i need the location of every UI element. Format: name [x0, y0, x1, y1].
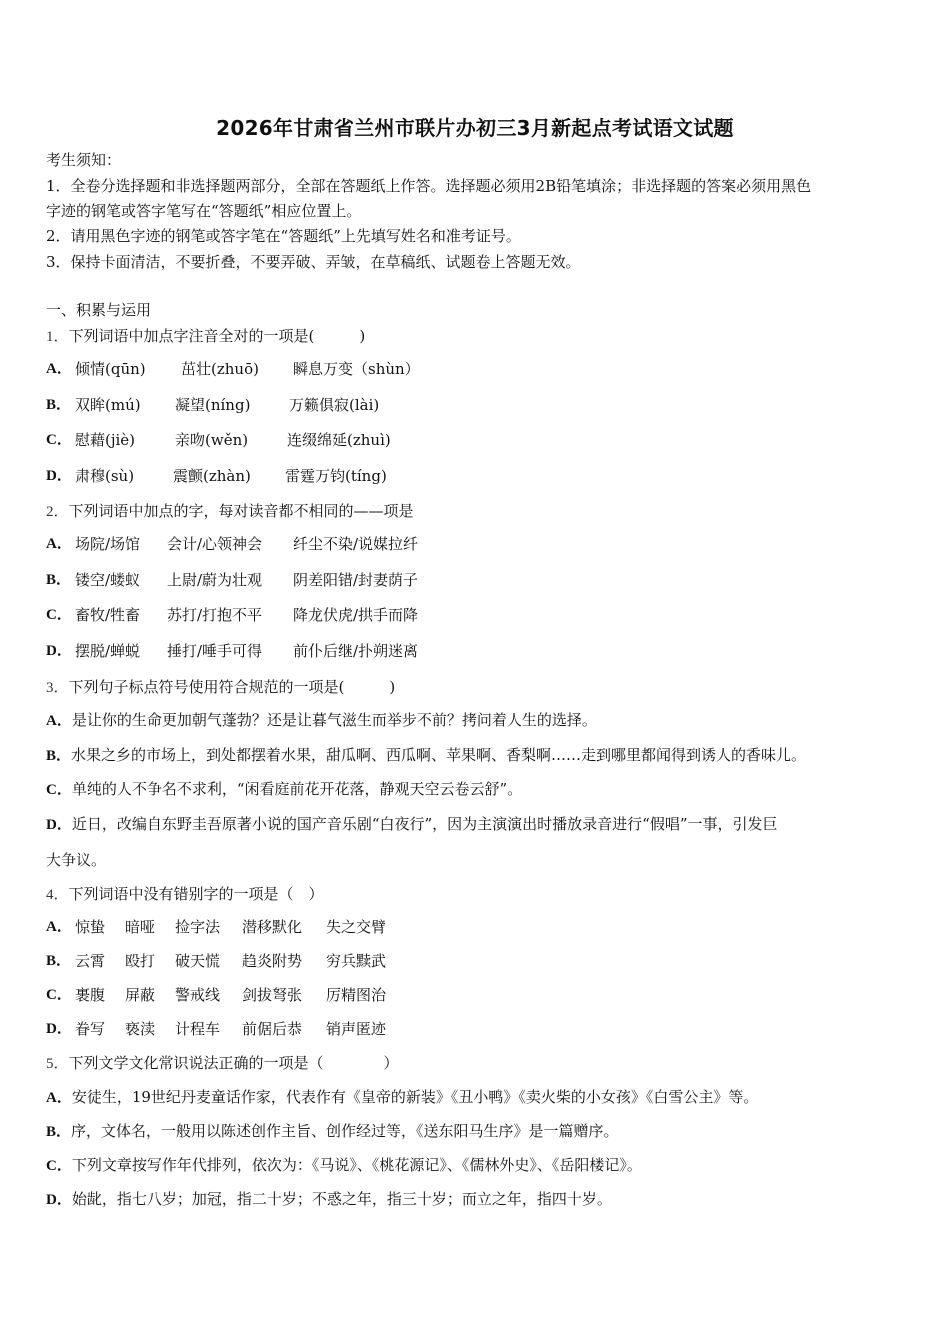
option-label: B．	[46, 953, 72, 969]
q1-number: 1．	[46, 329, 69, 345]
option-item: 双眸(mú)	[75, 396, 141, 414]
option-item: 阴差阳错/封妻荫子	[293, 571, 419, 589]
section-heading: 一、积累与运用	[46, 301, 152, 319]
option-item: 苏打/打抱不平	[167, 606, 263, 624]
option-item: 剑拔弩张	[242, 986, 303, 1004]
option-item: 上尉/蔚为壮观	[167, 571, 263, 589]
option-label: C．	[46, 607, 72, 623]
q5-option-d	[46, 1189, 612, 1210]
notice-item-2: 2．请用黑色字迹的钢笔或答字笔在“答题纸”上先填写姓名和准考证号。	[46, 227, 521, 245]
q4-number: 4．	[46, 887, 69, 903]
option-item: 雷霆万钧(tíng)	[285, 467, 387, 485]
option-item: 镂空/蝼蚁	[75, 571, 141, 589]
option-text: 下列文章按写作年代排列，依次为：《马说》、《桃花源记》、《儒林外史》、《岳阳楼记》。	[71, 1156, 642, 1174]
option-label: A．	[46, 361, 72, 377]
q2-number: 2．	[46, 504, 69, 520]
option-item: 瞬息万变（shùn）	[293, 360, 420, 378]
option-item: 前仆后继/扑朔迷离	[293, 642, 419, 660]
option-text: 单纯的人不争名不求利，“闲看庭前花开花落，静观天空云卷云舒”。	[71, 780, 523, 798]
option-item: 眷写	[75, 1020, 106, 1038]
option-label: A．	[46, 1090, 72, 1106]
q5-option-a	[46, 1087, 758, 1108]
option-item: 殴打	[125, 952, 156, 970]
option-item: 慰藉(jiè)	[75, 431, 136, 449]
q4-stem-text: 下列词语中没有错别字的一项是（ ）	[68, 885, 324, 903]
option-label: B．	[46, 748, 72, 764]
q5-option-b	[46, 1121, 619, 1142]
option-item: 连缀绵延(zhuì)	[287, 431, 391, 449]
q3-stem-text: 下列句子标点符号使用符合规范的一项是( )	[68, 678, 396, 696]
option-label: C．	[46, 1158, 72, 1174]
option-label: C．	[46, 432, 72, 448]
option-label: D．	[46, 817, 72, 833]
option-item: 亵渎	[125, 1020, 156, 1038]
option-item: 震颤(zhàn)	[173, 467, 251, 485]
option-label: D．	[46, 1192, 72, 1208]
option-text: 近日，改编自东野圭吾原著小说的国产音乐剧“白夜行”，因为主演演出时播放录音进行“假唱”一事，引发巨	[71, 815, 778, 833]
option-item: 惊蛰	[75, 918, 106, 936]
q3-option-b	[46, 745, 806, 766]
q5-stem-text: 下列文学文化常识说法正确的一项是（ ）	[68, 1054, 399, 1072]
q2-stem	[46, 501, 414, 522]
option-item: 凝望(níng)	[175, 396, 251, 414]
page-title: 2026年甘肃省兰州市联片办初三3月新起点考试语文试题	[216, 116, 734, 140]
option-item: 警戒线	[175, 986, 221, 1004]
q5-stem	[46, 1053, 399, 1074]
option-item: 倾情(qūn)	[75, 360, 146, 378]
option-label: D．	[46, 1021, 72, 1037]
option-label: C．	[46, 987, 72, 1003]
option-item: 销声匿迹	[326, 1020, 387, 1038]
q5-option-c	[46, 1155, 642, 1176]
option-item: 计程车	[175, 1020, 221, 1038]
option-label: C．	[46, 782, 72, 798]
option-item: 穷兵黩武	[326, 952, 387, 970]
option-label: A．	[46, 919, 72, 935]
option-label: D．	[46, 468, 72, 484]
option-item: 纤尘不染/说媒拉纤	[293, 535, 419, 553]
q3-stem	[46, 677, 395, 698]
q3-option-a	[46, 710, 597, 731]
option-item: 肃穆(sù)	[75, 467, 135, 485]
option-item: 茁壮(zhuō)	[181, 360, 259, 378]
notice-heading: 考生须知：	[46, 151, 122, 169]
q3-option-d	[46, 814, 778, 835]
option-item: 潜移默化	[242, 918, 303, 936]
option-label: D．	[46, 643, 72, 659]
option-item: 会计/心领神会	[167, 535, 263, 553]
option-item: 暗哑	[125, 918, 156, 936]
option-text: 是让你的生命更加朝气蓬勃？还是让暮气滋生而举步不前？拷问着人生的选择。	[71, 711, 597, 729]
option-item: 裹腹	[75, 986, 106, 1004]
q1-stem	[46, 326, 365, 347]
q1-stem-text: 下列词语中加点字注音全对的一项是( )	[68, 327, 366, 345]
option-text: 序，文体名，一般用以陈述创作主旨、创作经过等，《送东阳马生序》是一篇赠序。	[71, 1122, 619, 1140]
notice-item-3: 3．保持卡面清洁，不要折叠，不要弄破、弄皱，在草稿纸、试题卷上答题无效。	[46, 253, 581, 271]
option-label: B．	[46, 397, 72, 413]
q5-number: 5．	[46, 1056, 69, 1072]
option-item: 破天慌	[175, 952, 221, 970]
option-label: B．	[46, 572, 72, 588]
option-item: 场院/场馆	[75, 535, 141, 553]
option-item: 摆脱/蝉蜕	[75, 642, 141, 660]
q2-stem-text: 下列词语中加点的字，每对读音都不相同的——项是	[68, 502, 414, 520]
notice-item-1: 1．全卷分选择题和非选择题两部分，全部在答题纸上作答。选择题必须用2B铅笔填涂；非选择题的答案必须用黑色	[46, 177, 812, 195]
option-label: A．	[46, 536, 72, 552]
option-item: 降龙伏虎/拱手而降	[293, 606, 419, 624]
option-item: 捶打/唾手可得	[167, 642, 263, 660]
option-item: 云霄	[75, 952, 106, 970]
option-label: A．	[46, 713, 72, 729]
q4-stem	[46, 884, 324, 905]
q3-number: 3．	[46, 680, 69, 696]
option-item: 万籁俱寂(lài)	[289, 396, 380, 414]
option-item: 屏蔽	[125, 986, 156, 1004]
option-item: 趋炎附势	[242, 952, 303, 970]
option-item: 亲吻(wěn)	[175, 431, 249, 449]
option-text: 始龀，指七八岁；加冠，指二十岁；不惑之年，指三十岁；而立之年，指四十岁。	[71, 1190, 612, 1208]
option-item: 捡字法	[175, 918, 221, 936]
option-text: 水果之乡的市场上，到处都摆着水果，甜瓜啊、西瓜啊、苹果啊、香梨啊……走到哪里都闻得到诱人的香味儿。	[71, 746, 807, 764]
option-item: 失之交臂	[326, 918, 387, 936]
notice-item-1-cont: 字迹的钢笔或答字笔写在“答题纸”相应位置上。	[46, 202, 362, 220]
option-item: 畜牧/牲畜	[75, 606, 141, 624]
option-item: 厉精图治	[326, 986, 387, 1004]
option-label: B．	[46, 1124, 72, 1140]
q3-option-d-cont: 大争议。	[46, 851, 107, 869]
option-text: 安徒生，19世纪丹麦童话作家，代表作有《皇帝的新装》《丑小鸭》《卖火柴的小女孩》《白雪公主》等。	[71, 1088, 759, 1106]
q3-option-c	[46, 779, 522, 800]
option-item: 前倨后恭	[242, 1020, 303, 1038]
